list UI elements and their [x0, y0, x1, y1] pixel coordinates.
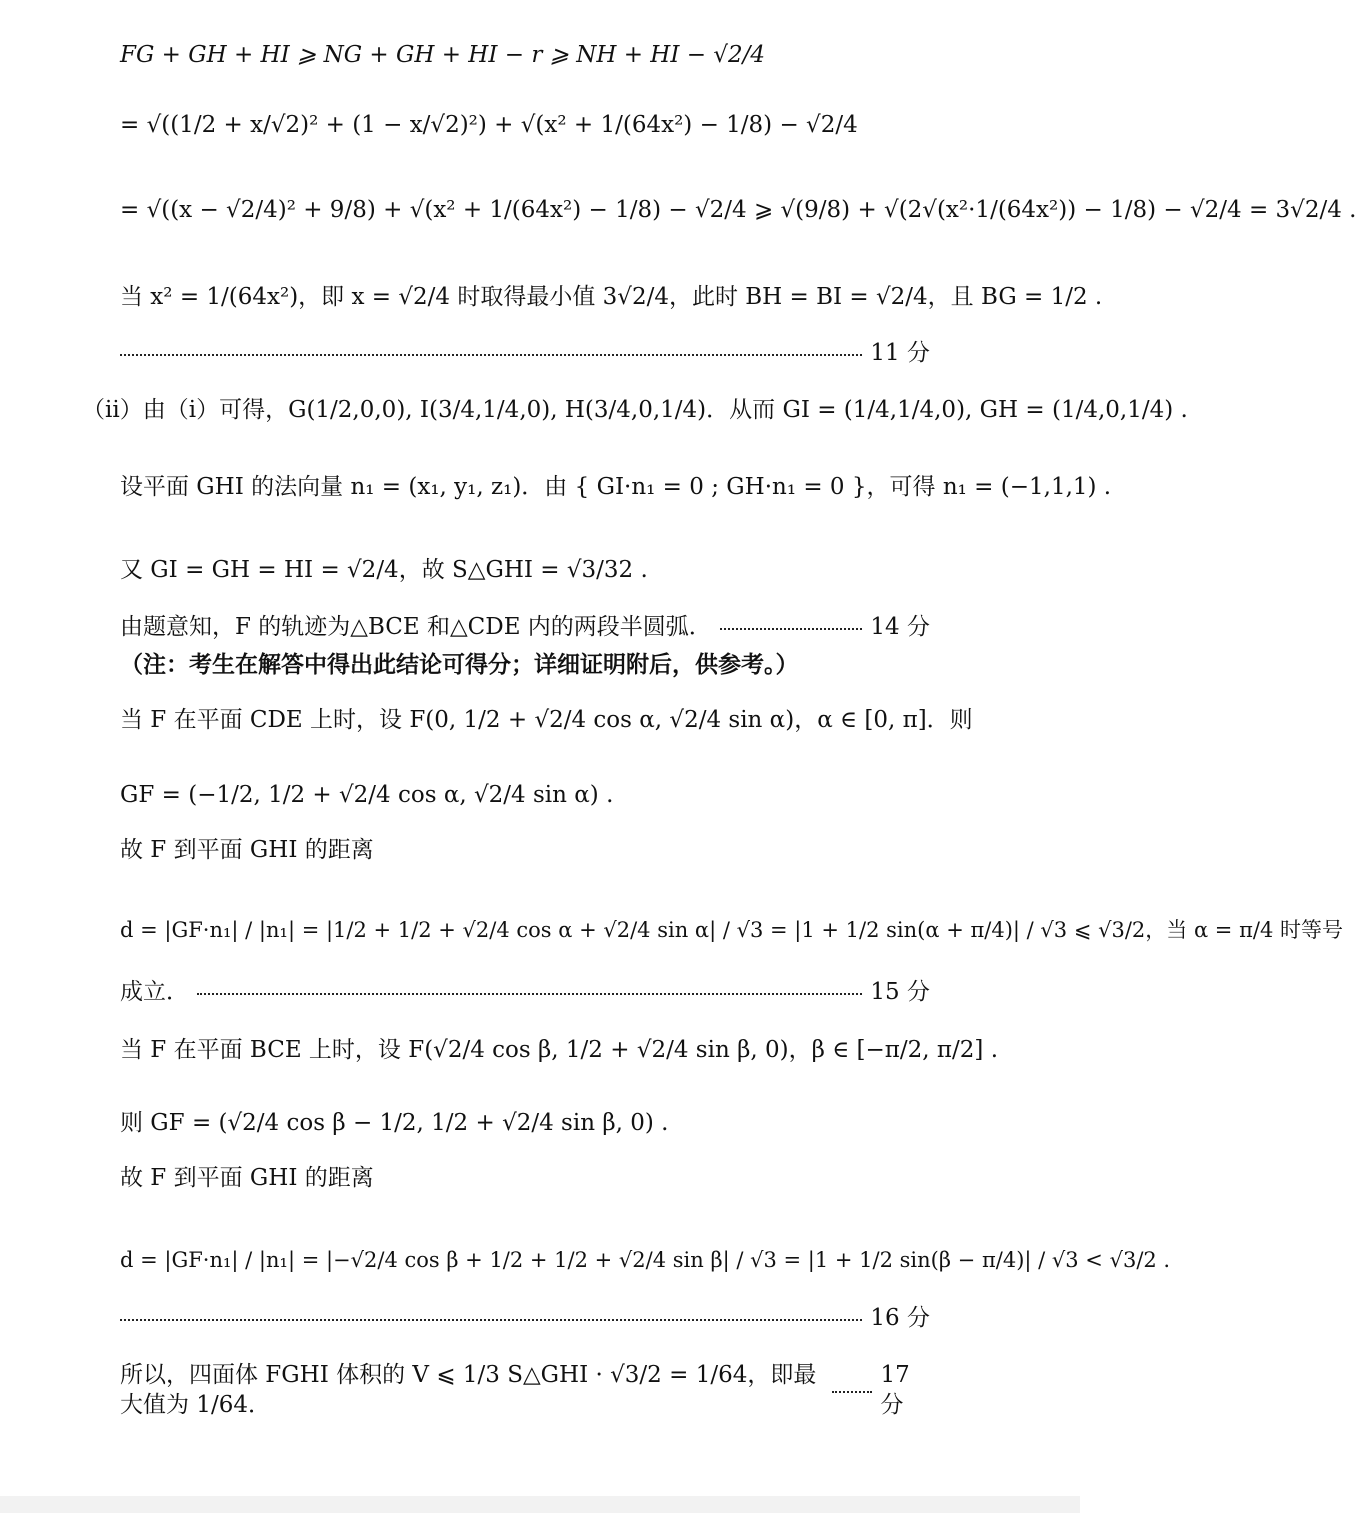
score-14: 14 分 [870, 614, 930, 640]
score-line-17 [120, 1360, 930, 1420]
trajectory-statement: 由题意知，F 的轨迹为△BCE 和△CDE 内的两段半圆弧． [120, 614, 712, 640]
score-11: 11 分 [870, 340, 930, 366]
line-expression-1: = √((1/2 + x/√2)² + (1 − x/√2)²) + √(x² + 1/(64x²) − 1/8) − √2/4 [120, 112, 858, 138]
volume-conclusion: 所以，四面体 FGHI 体积的 V ⩽ 1/3 S△GHI · √3/2 = 1/64，即最大值为 1/64． [120, 1362, 817, 1418]
dot-leader [120, 1309, 862, 1321]
line-part-ii-coordinates: （ii）由（i）可得，G(1/2,0,0), I(3/4,1/4,0), H(3/4,0,1/4)．从而 GI = (1/4,1/4,0), GH = (1/4,0,1/4) . [82, 397, 1188, 423]
line-minimum-condition: 当 x² = 1/(64x²)，即 x = √2/4 时取得最小值 3√2/4，此时 BH = BI = √2/4，且 BG = 1/2 . [120, 284, 1103, 310]
line-distance-heading-2: 故 F 到平面 GHI 的距离 [120, 1165, 374, 1191]
dot-leader [720, 618, 863, 630]
line-inequality-chain: FG + GH + HI ⩾ NG + GH + HI − r ⩾ NH + HI − √2/4 [120, 42, 766, 68]
score-15: 15 分 [870, 979, 930, 1005]
line-normal-vector: 设平面 GHI 的法向量 n₁ = (x₁, y₁, z₁)．由 { GI·n₁ = 0 ; GH·n₁ = 0 }，可得 n₁ = (−1,1,1) . [120, 474, 1112, 500]
line-gf-vector-2: 则 GF = (√2/4 cos β − 1/2, 1/2 + √2/4 sin β, 0) . [120, 1110, 669, 1136]
score-line-15 [120, 977, 930, 1007]
line-case-bce: 当 F 在平面 BCE 上时，设 F(√2/4 cos β, 1/2 + √2/4 sin β, 0)，β ∈ [−π/2, π/2] . [120, 1037, 999, 1063]
line-expression-2: = √((x − √2/4)² + 9/8) + √(x² + 1/(64x²) − 1/8) − √2/4 ⩾ √(9/8) + √(2√(x²·1/(64x²)) − 1/8) − √2/4 = 3√2/4 . [120, 197, 1356, 223]
line-distance-heading-1: 故 F 到平面 GHI 的距离 [120, 837, 374, 863]
line-gf-vector-1: GF = (−1/2, 1/2 + √2/4 cos α, √2/4 sin α) . [120, 782, 614, 808]
dot-leader [832, 1381, 872, 1393]
line-case-cde: 当 F 在平面 CDE 上时，设 F(0, 1/2 + √2/4 cos α, √2/4 sin α)，α ∈ [0, π]．则 [120, 707, 973, 733]
page-bottom-edge [0, 1496, 1080, 1513]
dot-leader [197, 983, 862, 995]
dot-leader [120, 344, 862, 356]
equality-holds: 成立． [120, 979, 189, 1005]
line-distance-formula-2: d = |GF·n₁| / |n₁| = |−√2/4 cos β + 1/2 + 1/2 + √2/4 sin β| / √3 = |1 + 1/2 sin(β − π/4)| / √3 < √3/2 . [120, 1248, 1171, 1272]
score-16: 16 分 [870, 1305, 930, 1331]
score-line-16 [120, 1303, 930, 1333]
score-line-14 [120, 612, 930, 642]
note-line: （注：考生在解答中得出此结论可得分；详细证明附后，供参考。） [120, 651, 799, 678]
score-line-11 [120, 338, 930, 368]
line-triangle-area: 又 GI = GH = HI = √2/4，故 S△GHI = √3/32 . [120, 557, 648, 583]
score-17: 17 分 [880, 1362, 910, 1418]
line-distance-formula-1: d = |GF·n₁| / |n₁| = |1/2 + 1/2 + √2/4 cos α + √2/4 sin α| / √3 = |1 + 1/2 sin(α + π/4)| / √3 ⩽ √3/2，当 α = π/4 时等号 [120, 918, 1343, 942]
